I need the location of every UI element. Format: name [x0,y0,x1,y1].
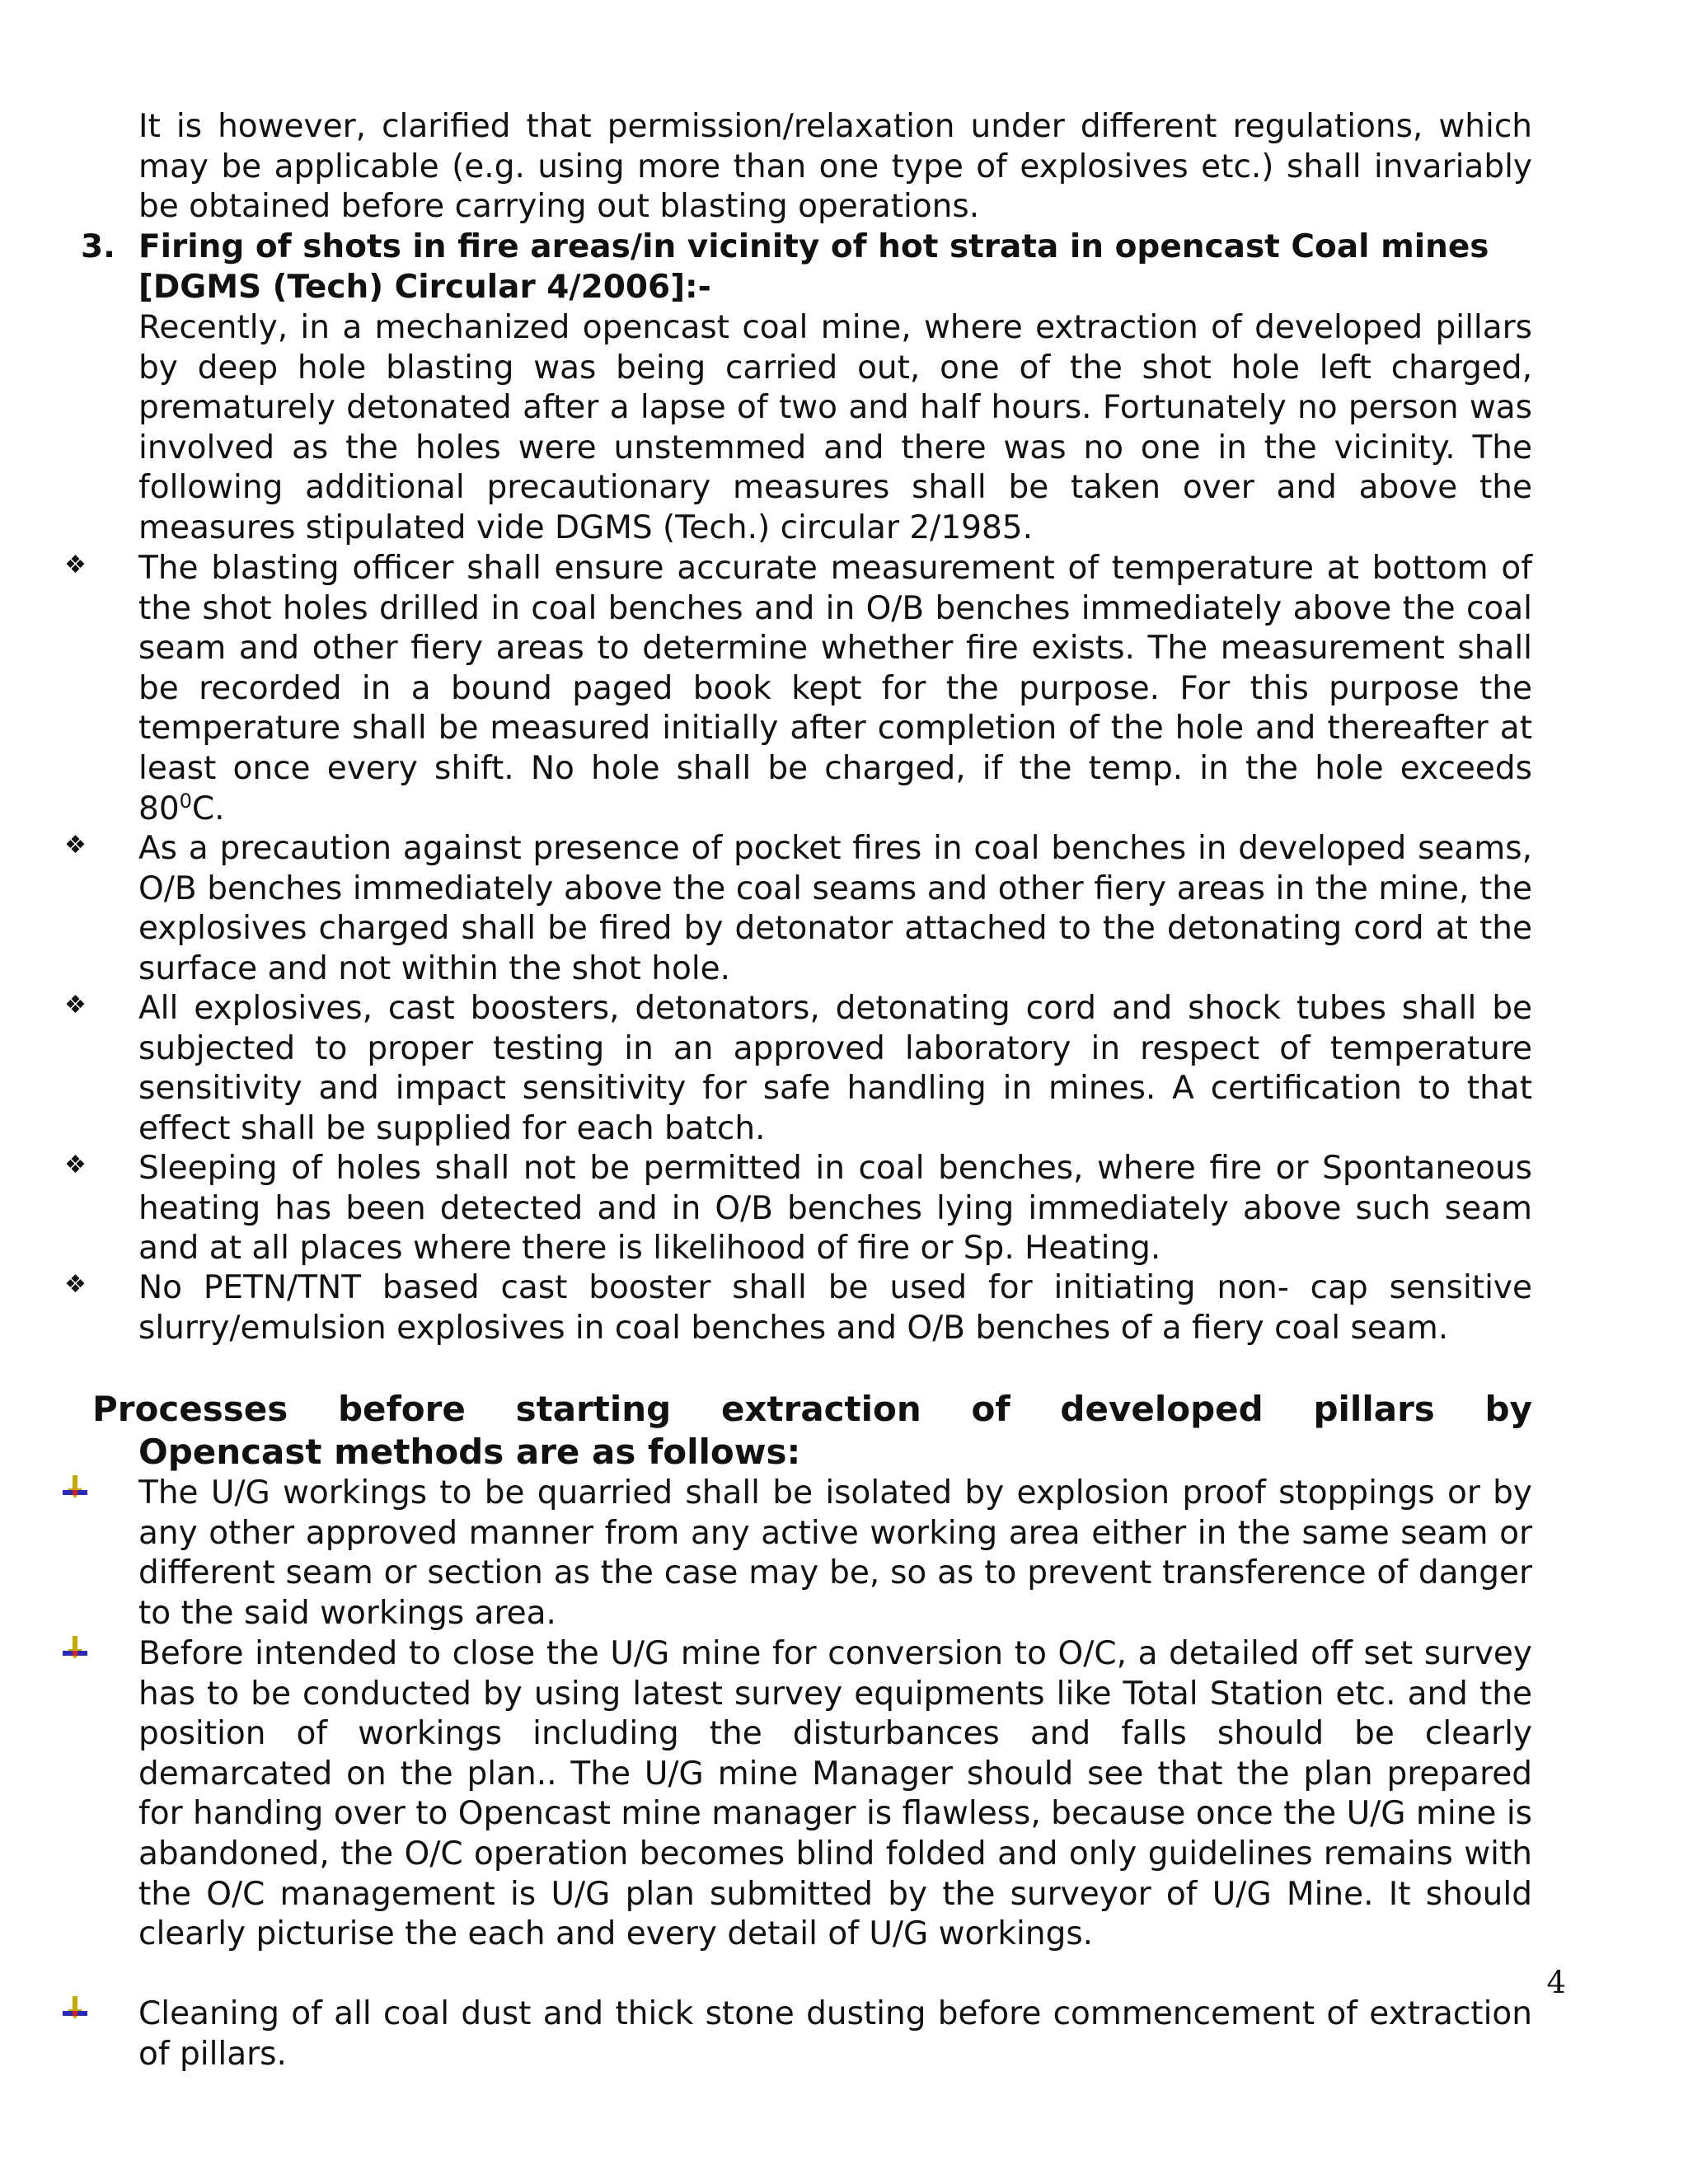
diamond-bullet-icon: ❖ [64,831,87,860]
diamond-bullet-icon: ❖ [64,1270,87,1299]
list-item: Before intended to close the U/G mine for conversion to O/C, a detailed off set survey has to be conducted by using latest survey equipments like Total Station etc. and the position of workings including the disturbances and falls should be clearly demarcated on the plan.. The U/G mine Manager should see that the plan prepared for handing over to Opencast mine manager is flawless, because once the U/G mine is abandoned, the O/C operation becomes blind folded and only guidelines remains with the O/C management is U/G plan submitted by the surveyor of U/G Mine. It should clearly picturise the each and every detail of U/G workings. [138,1635,1532,1953]
list-item-text: The blasting officer shall ensure accurate measurement of temperature at bottom of the shot holes drilled in coal benches and in O/B benches immediately above the coal seam and other fiery areas to determine whether fire exists. The measurement shall be recorded in a bound paged book kept for the purpose. For this purpose the temperature shall be measured initially after completion of the hole and thereafter at least once every shift. No hole shall be charged, if the temp. in the hole exceeds [138,550,1532,787]
arrow-bullet-icon [61,1474,89,1502]
arrow-bullet-icon [61,1634,89,1662]
temperature-value [138,790,225,827]
section-title-line1: Firing of shots in fire areas/in vicinity of hot strata in opencast Coal mines [138,228,1489,265]
diamond-bullet-icon: ❖ [64,991,87,1019]
list-item: All explosives, cast boosters, detonators, detonating cord and shock tubes shall be subjected to proper testing in an approved laboratory in respect of temperature sensitivity and impact sensitivity for safe handling in mines. A certification to that effect shall be supplied for each batch. [138,990,1532,1147]
section-title-line2: [DGMS (Tech) Circular 4/2006]:- [138,268,711,306]
section-title [138,227,1532,307]
list-item [138,549,1532,829]
processes-heading [92,1388,1532,1474]
list-item: Sleeping of holes shall not be permitted in coal benches, where fire or Spontaneous heating has been detected and in O/B benches lying immediately above such seam and at all places where there is likelihood of fire or Sp. Heating. [138,1150,1532,1268]
diamond-bullet-icon: ❖ [64,1151,87,1179]
list-item: No PETN/TNT based cast booster shall be used for initiating non- cap sensitive slurry/emulsion explosives in coal benches and O/B benches of a fiery coal seam. [138,1269,1532,1347]
section-number: 3. [81,228,115,265]
processes-heading-line1: Processes before starting extraction of developed pillars by [92,1389,1532,1429]
temp-number: 80 [138,790,180,827]
intro-paragraph: It is however, clarified that permission/relaxation under different regulations, which may be applicable (e.g. using more than one type of explosives etc.) shall invariably be obtained before carrying out blasting operations. [138,108,1532,226]
arrow-bullet-icon [61,1994,89,2022]
diamond-bullet-icon: ❖ [64,551,87,579]
section-body: Recently, in a mechanized opencast coal mine, where extraction of developed pillars by deep hole blasting was being carried out, one of the shot hole left charged, prematurely detonated after a lapse of two and half hours. Fortunately no person was involved as the holes were unstemmed and there was no one in the vicinity. The following additional precautionary measures shall be taken over and above the measures stipulated vide DGMS (Tech.) circular 2/1985. [138,309,1532,546]
temp-unit: C. [191,790,225,827]
list-item: Cleaning of all coal dust and thick stone dusting before commencement of extraction of pillars. [138,1995,1532,2073]
list-item: The U/G workings to be quarried shall be isolated by explosion proof stoppings or by any other approved manner from any active working area either in the same seam or different seam or section as the case may be, so as to prevent transference of danger to the said workings area. [138,1474,1532,1632]
temp-degree-sup: 0 [179,789,192,813]
list-item: As a precaution against presence of pocket fires in coal benches in developed seams, O/B benches immediately above the coal seams and other fiery areas in the mine, the explosives charged shall be fired by detonator attached to the detonating cord at the surface and not within the shot hole. [138,830,1532,987]
processes-heading-line2: Opencast methods are as follows: [138,1432,801,1472]
page-number: 4 [1546,1965,1566,2000]
